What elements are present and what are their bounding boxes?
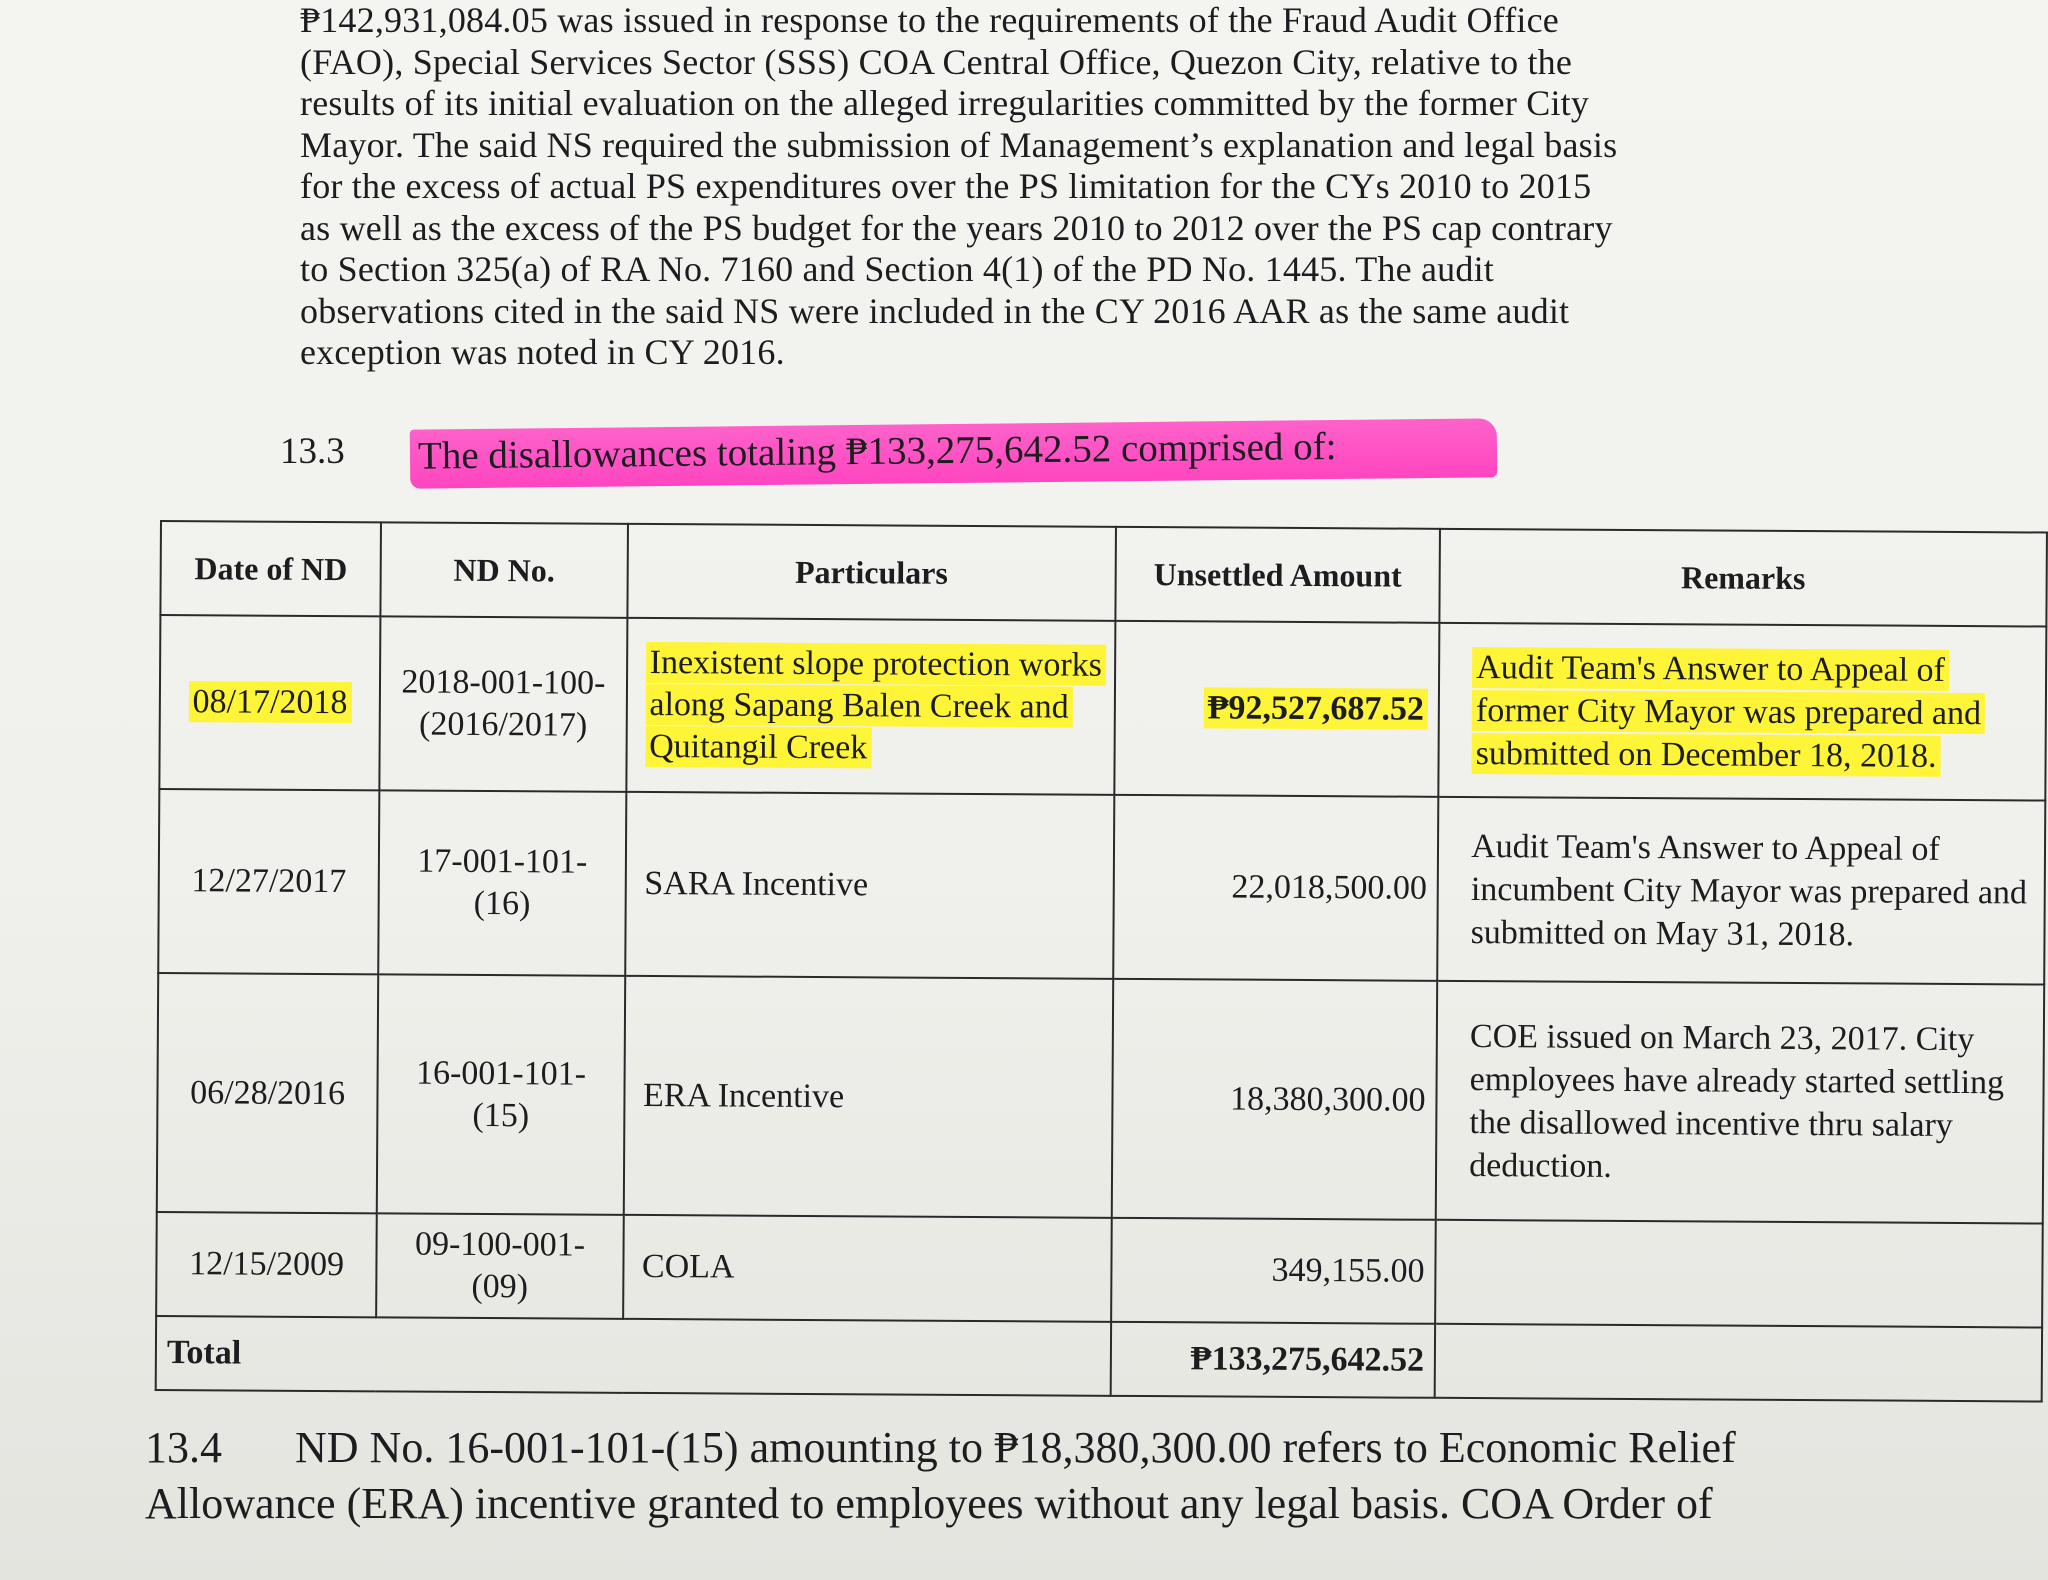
section-13-4-line2: Allowance (ERA) incentive granted to employees without any legal basis. COA Order of [145,1479,1713,1528]
header-remarks: Remarks [1440,529,2047,627]
header-date-of-nd: Date of ND [160,521,381,616]
highlighted-date: 08/17/2018 [188,681,351,723]
section-13-4-text: ND No. 16-001-101-(15) amounting to ₱18,380,300.00 refers to Economic Relief [295,1423,1736,1472]
table-row [159,615,2046,801]
cell-nd-no: 09-100-001-(09) [376,1213,623,1319]
cell-nd-no: 2018-001-100-(2016/2017) [380,616,627,792]
table-total-row [156,1316,2042,1402]
highlighted-particulars: Inexistent slope protection works along Sapang Balen Creek and Quitangil Creek [645,642,1106,768]
disallowances-table [155,520,2048,1403]
cell-nd-no: 16-001-101-(15) [377,974,625,1214]
header-unsettled-amount: Unsettled Amount [1115,527,1440,623]
paragraph-line: to Section 325(a) of RA No. 7160 and Section 4(1) of the PD No. 1445. The audit [300,249,1494,289]
section-13-4 [145,1420,1736,1532]
total-remarks-empty [1435,1324,2042,1402]
cell-amount [1114,621,1439,797]
paragraph-line: as well as the excess of the PS budget for the years 2010 to 2012 over the PS cap contrary [300,207,1613,248]
cell-remarks [1438,623,2046,801]
highlighted-remarks: Audit Team's Answer to Appeal of former City Mayor was prepared and submitted on December 18, 2018. [1472,647,1986,777]
cell-remarks: COE issued on March 23, 2017. City employees have already started settling the disallowed incentive thru salary deduction. [1436,981,2044,1224]
cell-date: 12/15/2009 [156,1212,377,1317]
cell-particulars [626,618,1115,795]
paragraph-line: results of its initial evaluation on the alleged irregularities committed by the former City [300,83,1590,123]
table-row [156,1212,2043,1328]
table-header-row [160,521,2047,627]
section-title-highlighted: The disallowances totaling ₱133,275,642.52 comprised of: [410,418,1497,488]
cell-amount: 22,018,500.00 [1113,795,1438,981]
cell-amount: 18,380,300.00 [1112,979,1438,1220]
header-particulars: Particulars [627,524,1116,621]
paragraph-line: observations cited in the said NS were included in the CY 2016 AAR as the same audit [300,290,1570,331]
total-label: Total [156,1316,1111,1396]
cell-particulars: SARA Incentive [625,792,1114,979]
section-number-13-4: 13.4 [145,1423,222,1472]
cell-particulars: ERA Incentive [623,976,1113,1218]
cell-remarks: Audit Team's Answer to Appeal of incumbent City Mayor was prepared and submitted on May 31, 2018. [1437,797,2045,985]
paragraph-line: exception was noted in CY 2016. [300,332,785,372]
header-nd-no: ND No. [381,522,628,618]
cell-date [159,615,380,790]
paragraph-line: Mayor. The said NS required the submission of Management’s explanation and legal basis [300,124,1618,165]
table-row [157,973,2044,1224]
section-13-4-line1 [145,1420,1736,1476]
cell-remarks [1435,1220,2042,1328]
intro-paragraph [300,0,1830,374]
cell-particulars: COLA [623,1215,1112,1322]
cell-nd-no: 17-001-101-(16) [379,790,626,976]
highlighted-amount: ₱92,527,687.52 [1204,687,1429,729]
section-number-13-3: 13.3 [280,431,345,472]
table-row [158,789,2045,985]
cell-date: 06/28/2016 [157,973,379,1213]
paragraph-line: ₱142,931,084.05 was issued in response to the requirements of the Fraud Audit Office [300,0,1559,40]
paragraph-line: for the excess of actual PS expenditures over the PS limitation for the CYs 2010 to 2015 [300,166,1592,206]
cell-date: 12/27/2017 [158,789,379,974]
paragraph-line: (FAO), Special Services Sector (SSS) COA Central Office, Quezon City, relative to the [300,41,1573,82]
cell-amount: 349,155.00 [1111,1218,1436,1324]
total-amount: ₱133,275,642.52 [1111,1322,1436,1398]
